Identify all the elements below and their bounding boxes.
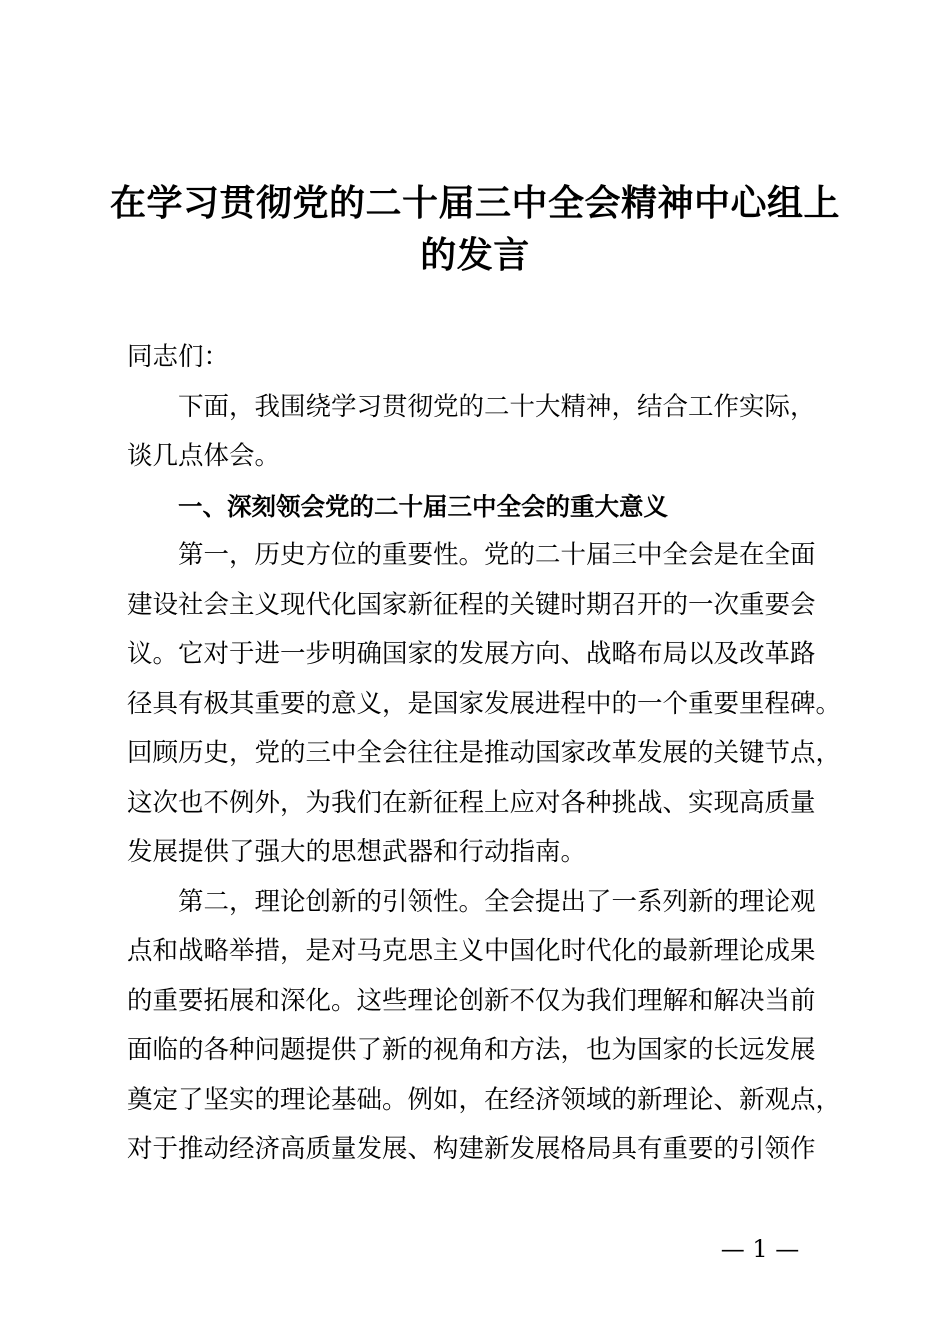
paragraph-line: 点和战略举措，是对马克思主义中国化时代化的最新理论成果 xyxy=(127,936,816,966)
title-line: 在学习贯彻党的二十届三中全会精神中心组上 xyxy=(109,183,840,224)
paragraph-line: 对于推动经济高质量发展、构建新发展格局具有重要的引领作 xyxy=(127,1134,816,1164)
paragraph-line: 径具有极其重要的意义，是国家发展进程中的一个重要里程碑。 xyxy=(127,688,842,719)
paragraph-line: 下面，我围绕学习贯彻党的二十大精神，结合工作实际， xyxy=(178,391,816,422)
paragraph-line: 第一，历史方位的重要性。党的二十届三中全会是在全面 xyxy=(178,540,816,570)
paragraph-line: 面临的各种问题提供了新的视角和方法，也为国家的长远发展 xyxy=(127,1035,816,1065)
section-heading: 一、深刻领会党的二十届三中全会的重大意义 xyxy=(178,491,668,521)
paragraph-line: 第二，理论创新的引领性。全会提出了一系列新的理论观 xyxy=(178,886,816,917)
paragraph-line: 谈几点体会。 xyxy=(127,441,281,471)
page-number: — 1 — xyxy=(720,1235,800,1263)
paragraph-historical-significance xyxy=(127,531,857,878)
paragraph-line: 这次也不例外，为我们在新征程上应对各种挑战、实现高质量 xyxy=(127,787,816,818)
paragraph-line: 回顾历史，党的三中全会往往是推动国家改革发展的关键节点， xyxy=(127,738,842,768)
paragraph-line: 议。它对于进一步明确国家的发展方向、战略布局以及改革路 xyxy=(127,639,816,669)
paragraph-line: 的重要拓展和深化。这些理论创新不仅为我们理解和解决当前 xyxy=(127,985,816,1016)
document-body xyxy=(127,333,857,1175)
paragraph-theoretical-innovation xyxy=(127,878,857,1175)
intro-paragraph xyxy=(127,383,857,482)
title-line: 的发言 xyxy=(420,235,530,276)
paragraph-line: 建设社会主义现代化国家新征程的关键时期召开的一次重要会 xyxy=(127,589,816,620)
salutation: 同志们： xyxy=(127,342,230,372)
document-title xyxy=(100,178,850,282)
paragraph-line: 奠定了坚实的理论基础。例如，在经济领域的新理论、新观点， xyxy=(127,1084,842,1115)
paragraph-line: 发展提供了强大的思想武器和行动指南。 xyxy=(127,837,587,867)
